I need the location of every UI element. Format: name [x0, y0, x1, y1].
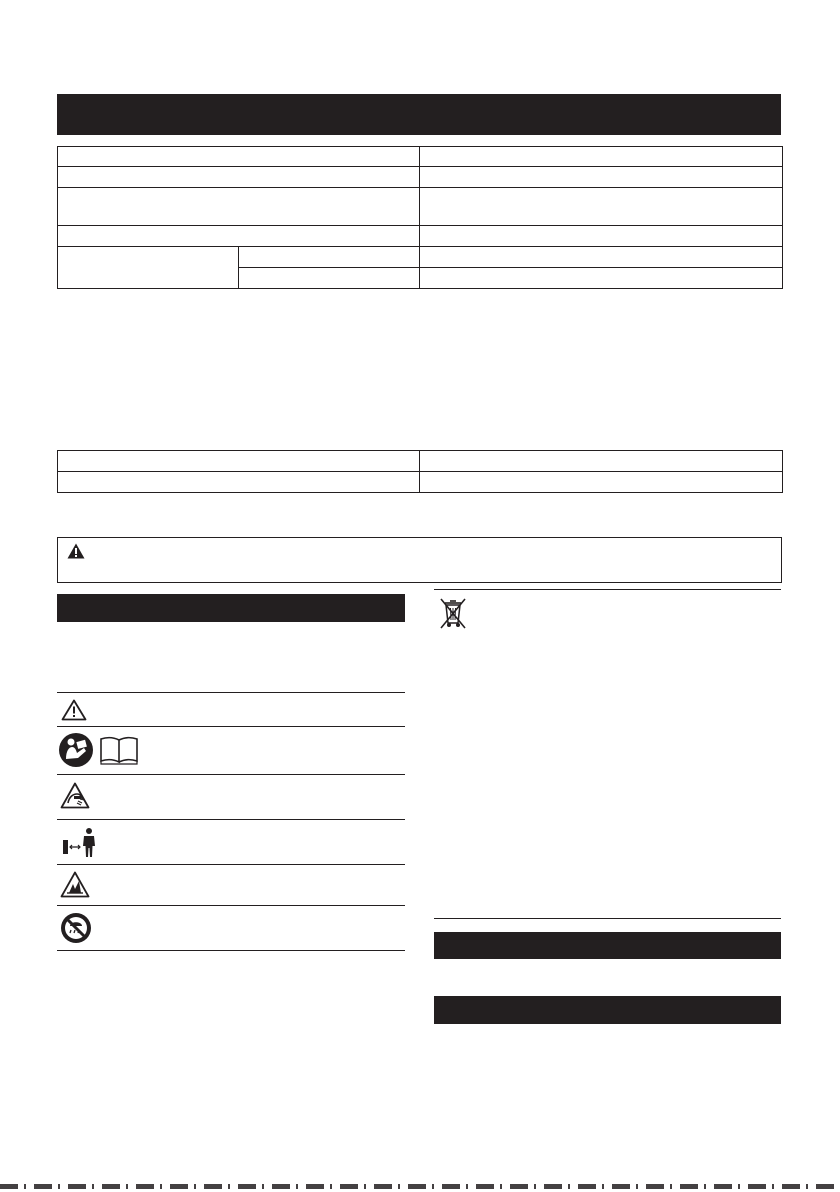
spec-value-cell: [420, 167, 783, 188]
specifications-heading-bar: [57, 94, 781, 135]
divider: [434, 918, 781, 919]
spec-value-cell: [420, 147, 783, 167]
right-section-heading-bar: [434, 996, 781, 1024]
rotating-blade-hazard-icon: [60, 871, 90, 898]
spec-sublabel-cell: [239, 247, 420, 268]
spec-value-cell: [420, 247, 783, 268]
symbol-row: [57, 820, 405, 864]
divider: [434, 589, 781, 590]
spec-row: [58, 147, 783, 167]
spec-value-cell: [420, 451, 783, 472]
spec-sublabel-cell: [239, 268, 420, 289]
divider: [57, 950, 405, 951]
symbol-row: [57, 727, 405, 774]
specifications-table: [57, 146, 783, 289]
wear-eye-protection-icon: [60, 782, 90, 809]
spec-label-cell: [58, 188, 420, 226]
spec-label-cell: [58, 451, 420, 472]
spec-label-cell: [58, 147, 420, 167]
spec-row: [58, 226, 783, 247]
symbols-heading-bar: [57, 594, 405, 622]
symbol-row: [57, 775, 405, 819]
right-section-heading-bar: [434, 932, 781, 959]
spec-label-cell: [58, 472, 420, 493]
spec-row: [58, 188, 783, 226]
spec-value-cell: [420, 268, 783, 289]
warning-box: [57, 537, 782, 583]
warning-triangle-icon: [61, 699, 87, 721]
crop-mark-strip: [0, 1184, 840, 1189]
warning-triangle-icon: [67, 543, 85, 559]
read-instruction-manual-icon: [57, 731, 147, 769]
keep-bystanders-away-icon: [62, 826, 98, 858]
spec-row: [58, 167, 783, 188]
symbol-row: [57, 906, 405, 950]
spec-group-label-cell: [58, 247, 239, 289]
spec-value-cell: [420, 472, 783, 493]
spec-value-cell: [420, 226, 783, 247]
spec-value-cell: [420, 188, 783, 226]
crossed-out-wheeled-bin-icon: [438, 596, 468, 630]
symbol-row: [57, 693, 405, 727]
spec-row: [58, 451, 783, 472]
spec-label-cell: [58, 167, 420, 188]
symbol-row: [57, 865, 405, 905]
symbols-list: [57, 692, 405, 952]
spec-row: [58, 247, 783, 268]
do-not-expose-to-rain-icon: [60, 912, 92, 944]
spec-row: [58, 472, 783, 493]
secondary-specifications-table: [57, 450, 783, 493]
spec-label-cell: [58, 226, 420, 247]
